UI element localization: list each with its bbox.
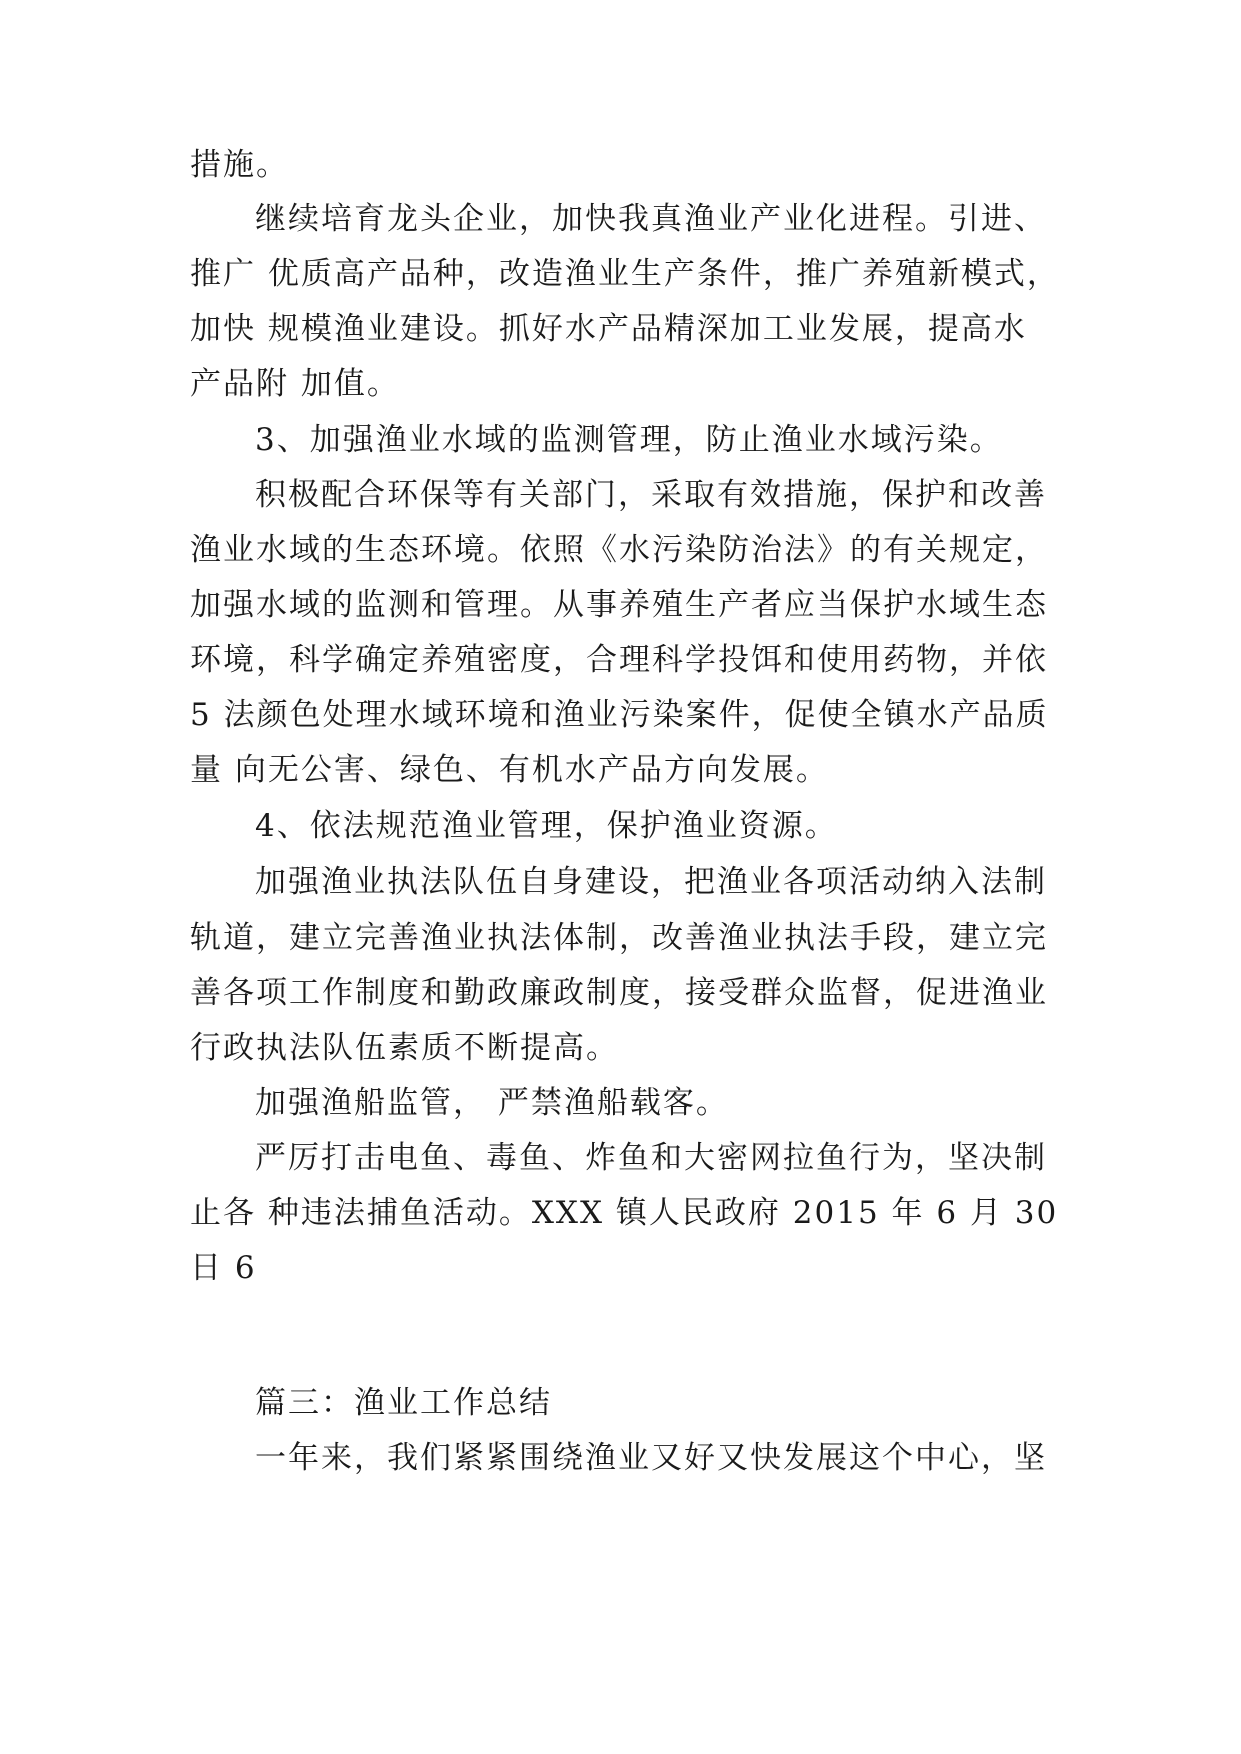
text-line-11 <box>0 685 1241 745</box>
text-line-12-content: 量 向无公害、绿色、有机水产品方向发展。 <box>190 752 829 788</box>
text-line-6 <box>0 410 1241 470</box>
text-line-2-content: 继续培育龙头企业，加快我真渔业产业化进程。引进、 <box>255 201 1047 237</box>
text-line-20-content: 止各 种违法捕鱼活动。XXX 镇人民政府 2015 年 6 月 30 <box>190 1195 1059 1231</box>
text-line-8-content: 渔业水域的生态环境。依照《水污染防治法》的有关规定， <box>190 532 1048 568</box>
text-line-14 <box>0 852 1241 912</box>
text-line-21-content: 日 6 <box>190 1250 257 1286</box>
text-line-20 <box>0 1183 1241 1243</box>
text-line-1 <box>0 135 1241 195</box>
section-heading <box>0 1373 1241 1433</box>
text-line-10-content: 环境，科学确定养殖密度，合理科学投饵和使用药物，并依 <box>190 642 1048 678</box>
text-line-17 <box>0 1018 1241 1078</box>
text-line-10 <box>0 630 1241 690</box>
text-line-9-content: 加强水域的监测和管理。从事养殖生产者应当保护水域生态 <box>190 587 1048 623</box>
text-line-9 <box>0 575 1241 635</box>
text-line-16 <box>0 963 1241 1023</box>
text-line-2 <box>0 189 1241 249</box>
text-line-6-content: 3、加强渔业水域的监测管理，防止渔业水域污染。 <box>255 422 1003 458</box>
text-line-3-content: 推广 优质高产品种，改造渔业生产条件，推广养殖新模式， <box>190 256 1060 292</box>
text-line-17-content: 行政执法队伍素质不断提高。 <box>190 1030 619 1066</box>
text-line-4 <box>0 299 1241 359</box>
text-line-5-content: 产品附 加值。 <box>190 366 400 402</box>
text-line-18-content: 加强渔船监管， 严禁渔船载客。 <box>255 1085 729 1121</box>
text-line-4-content: 加快 规模渔业建设。抓好水产品精深加工业发展，提高水 <box>190 311 1027 347</box>
text-line-1-content: 措施。 <box>190 147 289 183</box>
text-line-7 <box>0 465 1241 525</box>
text-line-15-content: 轨道，建立完善渔业执法体制，改善渔业执法手段，建立完 <box>190 920 1048 956</box>
text-line-3 <box>0 244 1241 304</box>
text-line-19 <box>0 1128 1241 1188</box>
text-line-21 <box>0 1238 1241 1298</box>
text-line-13-content: 4、依法规范渔业管理，保护渔业资源。 <box>255 808 838 844</box>
text-line-7-content: 积极配合环保等有关部门，采取有效措施，保护和改善 <box>255 477 1047 513</box>
text-line-12 <box>0 740 1241 800</box>
text-line-23-content: 一年来，我们紧紧围绕渔业又好又快发展这个中心，坚 <box>255 1440 1047 1476</box>
text-line-8 <box>0 520 1241 580</box>
text-line-18 <box>0 1073 1241 1133</box>
section-heading-content: 篇三：渔业工作总结 <box>255 1385 552 1421</box>
text-line-5 <box>0 354 1241 414</box>
text-line-14-content: 加强渔业执法队伍自身建设，把渔业各项活动纳入法制 <box>255 864 1047 900</box>
text-line-19-content: 严厉打击电鱼、毒鱼、炸鱼和大密网拉鱼行为，坚决制 <box>255 1140 1047 1176</box>
text-line-23 <box>0 1428 1241 1488</box>
text-line-15 <box>0 908 1241 968</box>
text-line-11-content: 5 法颜色处理水域环境和渔业污染案件，促使全镇水产品质 <box>190 697 1049 733</box>
text-line-13 <box>0 796 1241 856</box>
text-line-16-content: 善各项工作制度和勤政廉政制度，接受群众监督，促进渔业 <box>190 975 1048 1011</box>
